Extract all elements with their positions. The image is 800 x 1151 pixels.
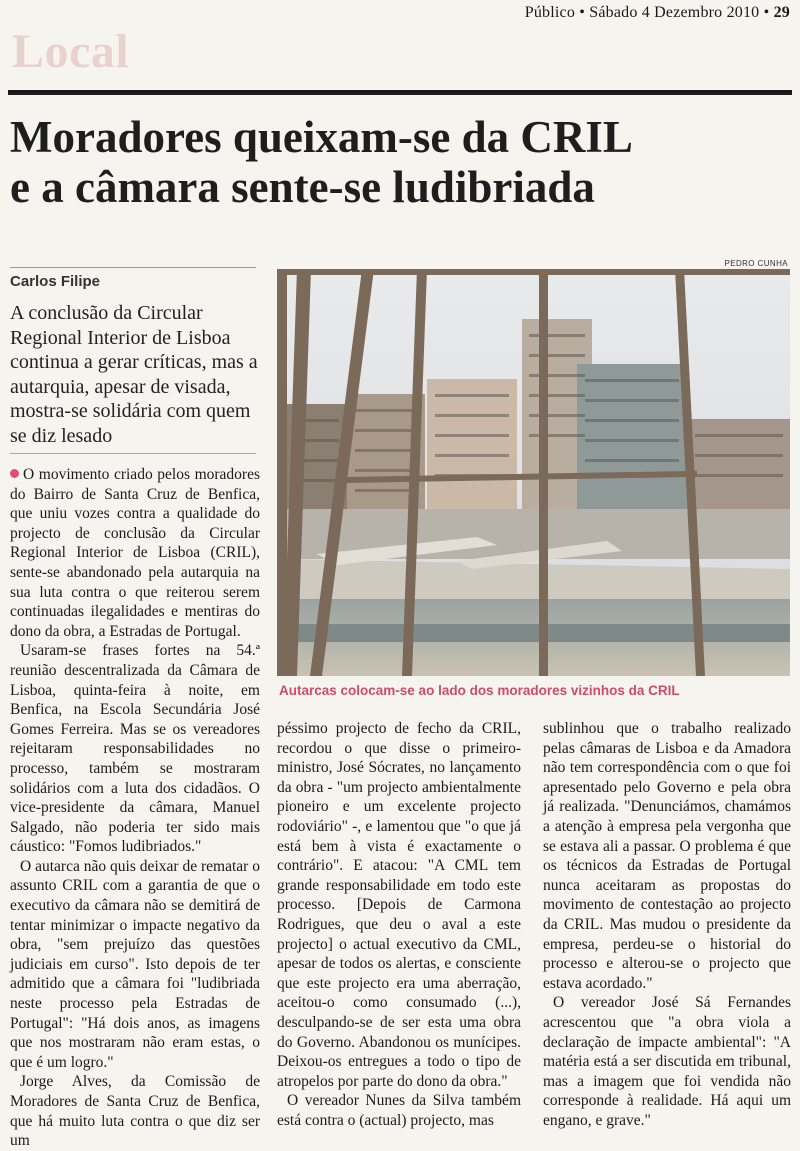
body-column-3: [543, 719, 791, 1130]
issue-date: Sábado 4 Dezembro 2010: [589, 4, 760, 21]
bullet-dot-icon: [10, 469, 19, 478]
author-byline: Carlos Filipe: [10, 273, 101, 290]
lead-rule: [10, 453, 256, 454]
body-paragraph: Jorge Alves, da Comissão de Moradores de Santa Cruz de Benfica, que há muito luta contra o que diz ser um: [10, 1073, 260, 1150]
lead-paragraph: A conclusão da Circular Regional Interior de Lisboa continua a gerar críticas, mas a autarquia, apesar de visada, mostra-se solidária com quem se diz lesado: [10, 302, 258, 447]
headline-line-2: e a câmara sente-se ludibriada: [10, 162, 595, 212]
headline: [10, 112, 790, 212]
photo-credit: PEDRO CUNHA: [724, 259, 788, 268]
headline-line-1: Moradores queixam-se da CRIL: [10, 112, 633, 162]
author-rule: [10, 267, 256, 268]
article-photo: [277, 269, 790, 676]
photo-illustration: [277, 269, 790, 676]
body-paragraph: sublinhou que o trabalho realizado pelas câmaras de Lisboa e da Amadora não tem correspondência com o que foi apresentado pelo Governo e pela obra já realizada. "Denunciámos, chamámos a atenção à empresa pela vergonha que se estava ali a passar. O problema é que os técnicos da Estradas de Portugal nunca aceitaram as propostas do movimento de contestação ao projecto da CRIL. Mas mudou o presidente da empresa, perdeu-se o historial do processo e alterou-se o projecto que estava acordado.": [543, 720, 791, 992]
body-paragraph: O vereador José Sá Fernandes acrescentou que "a obra viola a declaração de impacte ambiental": "A matéria está a ser discutida em tribunal, mas a imagem que foi vendida não corresponde à realidade. Há aqui um engano, e grave.": [543, 994, 791, 1129]
paragraph-text: O movimento criado pelos moradores do Bairro de Santa Cruz de Benfica, que uniu vozes contra a qualidade do projecto de conclusão da Circular Regional Interior de Lisboa (CRIL), sente-se abandonado pela autarquia na sua luta contra o que reiterou serem continuadas ilegalidades e mentiras do dono da obra, a Estradas de Portugal.: [10, 466, 260, 640]
body-paragraph: O vereador Nunes da Silva também está contra o (actual) projecto, mas: [277, 1092, 521, 1129]
photo-caption: Autarcas colocam-se ao lado dos moradores vizinhos da CRIL: [279, 683, 680, 698]
page-number: 29: [773, 4, 790, 21]
body-column-1: [10, 465, 260, 1151]
body-paragraph: Usaram-se frases fortes na 54.ª reunião descentralizada da Câmara de Lisboa, quinta-feira à noite, em Benfica, na Escola Secundária José Gomes Ferreira. Mas se os vereadores rejeitaram responsabilidades no processo, também se mostraram solidários com a luta dos cidadãos. O vice-presidente da câmara, Manuel Salgado, não poderia ter sido mais cáustico: "Fomos ludibriados.": [10, 642, 260, 856]
section-title: Local: [12, 25, 130, 78]
body-paragraph: péssimo projecto de fecho da CRIL, recordou o que disse o primeiro-ministro, José Sócrates, no lançamento da obra - "um projecto ambientalmente pioneiro e um excelente projecto rodoviário" -, e lamentou que "o que já está bem à vista é exactamente o contrário". E atacou: "A CML tem grande responsabilidade em todo este processo. [Depois de Carmona Rodrigues, que deu o aval a este projecto] o actual executivo da CML, apesar de todos os alertas, e consciente que este projecto era uma aberração, aceitou-o como consumado (...), desculpando-se de ser esta uma obra do Governo. Abandonou os munícipes. Deixou-os entregues a todo o tipo de atropelos por parte do dono da obra.": [277, 720, 521, 1090]
body-column-2: [277, 719, 521, 1130]
body-paragraph: [10, 465, 260, 641]
section-rule: [8, 90, 792, 95]
publication-name: Público: [524, 4, 576, 21]
masthead: Público • Sábado 4 Dezembro 2010 • 29: [524, 4, 790, 21]
body-paragraph: O autarca não quis deixar de rematar o assunto CRIL com a garantia de que o executivo da câmara não se demitirá de tentar minimizar o impacte negativo da obra, "sem prejuízo das questões judiciais em curso". Isto depois de ter admitido que a câmara foi "ludibriada neste processo pela Estradas de Portugal": "Há dois anos, as imagens que nos mostraram não eram estas, o que é um logro.": [10, 857, 260, 1071]
